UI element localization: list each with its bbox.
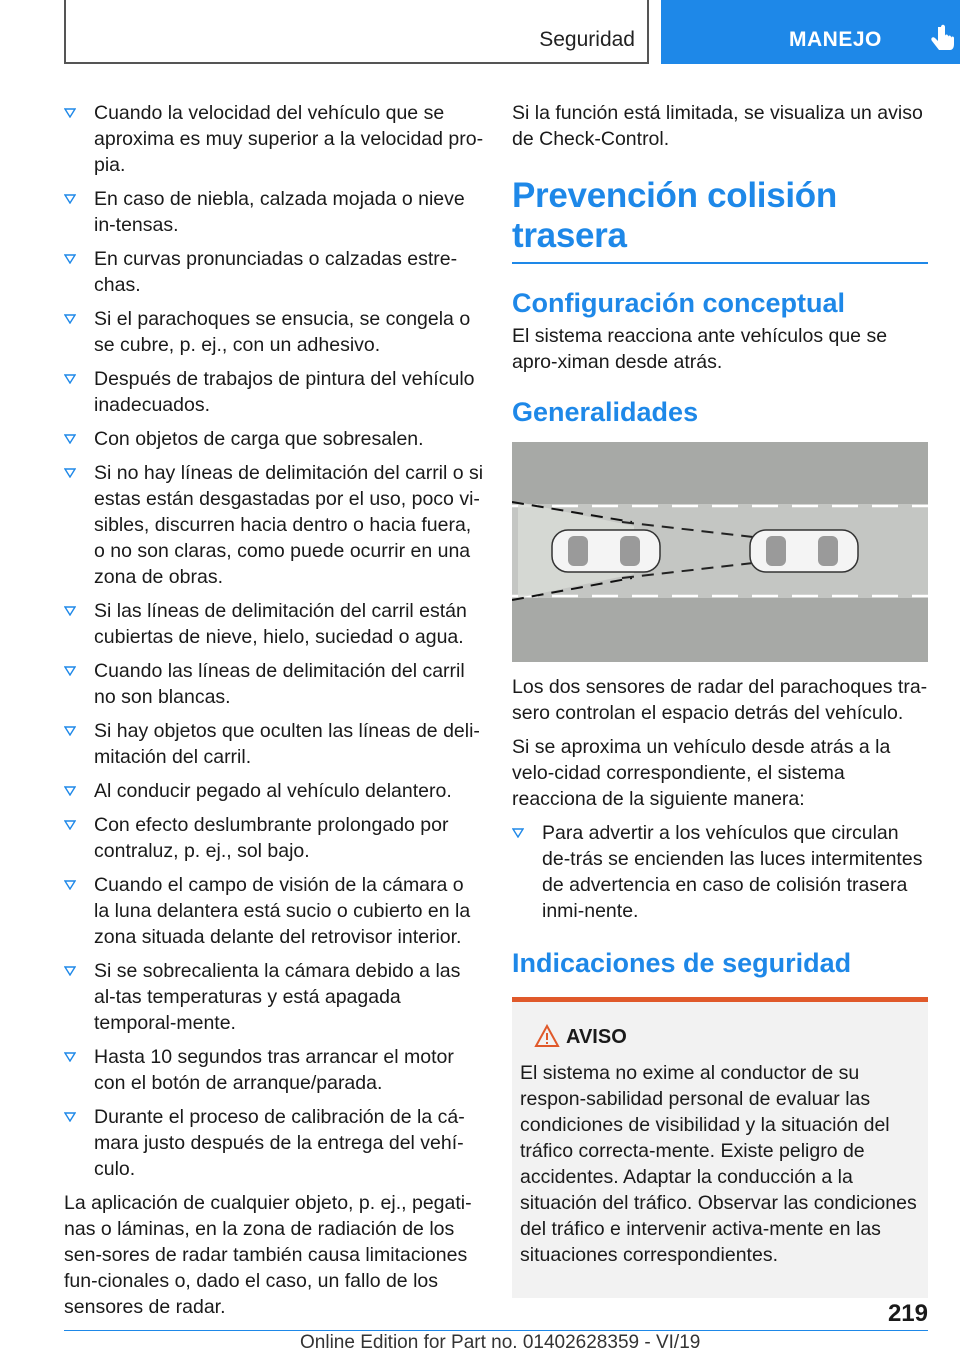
list-item-text: Si las líneas de delimitación del carril están cubiertas de nieve, hielo, suciedad o agua. <box>94 600 467 648</box>
right-column <box>512 100 928 1298</box>
list-item-text: Cuando las líneas de delimitación del carril no son blancas. <box>94 660 465 708</box>
left-column <box>64 100 484 1320</box>
conditions-list <box>64 100 484 1182</box>
list-item-text: En curvas pronunciadas o calzadas estre‐chas. <box>94 248 458 296</box>
general-paragraph-2: Si se aproxima un vehículo desde atrás a la velo‐cidad correspondiente, el sistema reacciona de la siguiente manera: <box>512 736 891 810</box>
warning-text: El sistema no exime al conductor de su respon‐sabilidad personal de evaluar las condiciones de visibilidad y la situación del tráfico correcta‐mente. Existe peligro de accidentes. Adaptar la conducción a la situación del tráfico. Observar las condiciones del tráfico e intervenir activa‐mente en las situaciones correspondientes. <box>520 1062 917 1266</box>
bullet-triangle-icon <box>64 726 76 736</box>
list-item-text: Si no hay líneas de delimitación del carril o si estas están desgastadas por el uso, poco vi‐sibles, discurren hacia dentro o hacia fuera, o no son claras, como puede ocurrir en una zona de obras. <box>94 462 484 588</box>
bullet-triangle-icon <box>64 1052 76 1062</box>
intro-paragraph: Si la función está limitada, se visualiza un aviso de Check-Control. <box>512 102 923 150</box>
page-number: 219 <box>887 1300 928 1327</box>
list-item-text: Con objetos de carga que sobresalen. <box>94 428 424 450</box>
footer-divider <box>64 1330 928 1331</box>
section-title: Seguridad <box>539 28 635 51</box>
bullet-triangle-icon <box>512 828 524 838</box>
bullet-triangle-icon <box>64 666 76 676</box>
list-item <box>64 872 484 950</box>
bullet-triangle-icon <box>64 194 76 204</box>
general-paragraph-1: Los dos sensores de radar del parachoques tra‐sero controlan el espacio detrás del vehículo. <box>512 676 928 724</box>
title-divider <box>512 262 928 264</box>
warning-box <box>512 997 928 1298</box>
list-item <box>64 718 484 770</box>
bullet-triangle-icon <box>64 374 76 384</box>
list-item-text: Cuando el campo de visión de la cámara o la luna delantera está sucio o cubierto en la zona situada delante del retrovisor interior. <box>94 874 471 948</box>
list-item <box>64 246 484 298</box>
warning-header <box>520 1024 920 1054</box>
warning-title: AVISO <box>566 1026 627 1048</box>
bullet-triangle-icon <box>64 314 76 324</box>
bullet-triangle-icon <box>64 1112 76 1122</box>
road-diagram <box>512 442 928 662</box>
header-section-box <box>64 0 649 64</box>
bullet-triangle-icon <box>64 880 76 890</box>
bullet-triangle-icon <box>64 606 76 616</box>
safety-heading: Indicaciones de seguridad <box>512 948 852 978</box>
closing-paragraph: La aplicación de cualquier objeto, p. ej., pegati‐nas o láminas, en la zona de radiación de los sen‐sores de radar también causa limitaciones fun‐cionales o, dado el caso, un fallo de los sensores de radar. <box>64 1192 472 1318</box>
list-item <box>64 306 484 358</box>
list-item <box>64 100 484 178</box>
rear-radar-illustration <box>512 442 928 662</box>
bullet-triangle-icon <box>64 434 76 444</box>
list-item <box>512 820 928 924</box>
list-item <box>64 460 484 590</box>
list-item <box>64 598 484 650</box>
list-item <box>64 1044 484 1096</box>
reaction-list <box>512 820 928 924</box>
list-item <box>64 1104 484 1182</box>
list-item-text: Para advertir a los vehículos que circulan de‐trás se encienden las luces intermitentes de advertencia en caso de colisión trasera inmi‐nente. <box>542 822 923 922</box>
list-item <box>64 958 484 1036</box>
list-item-text: Si se sobrecalienta la cámara debido a las al‐tas temperaturas y está apagada temporal‐mente. <box>94 960 461 1034</box>
list-item <box>64 812 484 864</box>
list-item <box>64 658 484 710</box>
list-item <box>64 186 484 238</box>
chapter-tab[interactable] <box>661 0 960 64</box>
bullet-triangle-icon <box>64 108 76 118</box>
bullet-triangle-icon <box>64 468 76 478</box>
bullet-triangle-icon <box>64 786 76 796</box>
list-item-text: Si el parachoques se ensucia, se congela o se cubre, p. ej., con un adhesivo. <box>94 308 471 356</box>
list-item <box>64 426 484 452</box>
hand-pointer-icon <box>929 24 957 54</box>
warning-triangle-icon <box>534 1024 560 1048</box>
edition-text: Online Edition for Part no. 01402628359 - VI/19 <box>300 1332 701 1353</box>
bullet-triangle-icon <box>64 820 76 830</box>
list-item <box>64 366 484 418</box>
concept-paragraph: El sistema reacciona ante vehículos que se apro‐ximan desde atrás. <box>512 325 888 373</box>
list-item-text: Cuando la velocidad del vehículo que se aproxima es muy superior a la velocidad pro‐pia. <box>94 102 484 176</box>
concept-heading: Configuración conceptual <box>512 288 846 318</box>
bullet-triangle-icon <box>64 966 76 976</box>
bullet-triangle-icon <box>64 254 76 264</box>
list-item-text: Con efecto deslumbrante prolongado por contraluz, p. ej., sol bajo. <box>94 814 449 862</box>
page-title: Prevención colisión trasera <box>512 176 837 255</box>
list-item <box>64 778 484 804</box>
general-heading: Generalidades <box>512 397 699 427</box>
list-item-text: Si hay objetos que oculten las líneas de deli‐mitación del carril. <box>94 720 480 768</box>
chapter-tab-label: MANEJO <box>789 28 882 51</box>
list-item-text: En caso de niebla, calzada mojada o nieve in‐tensas. <box>94 188 465 236</box>
list-item-text: Al conducir pegado al vehículo delantero. <box>94 780 452 802</box>
list-item-text: Durante el proceso de calibración de la cá‐mara justo después de la entrega del vehí‐culo. <box>94 1106 465 1180</box>
list-item-text: Después de trabajos de pintura del vehículo inadecuados. <box>94 368 475 416</box>
list-item-text: Hasta 10 segundos tras arrancar el motor con el botón de arranque/parada. <box>94 1046 454 1094</box>
